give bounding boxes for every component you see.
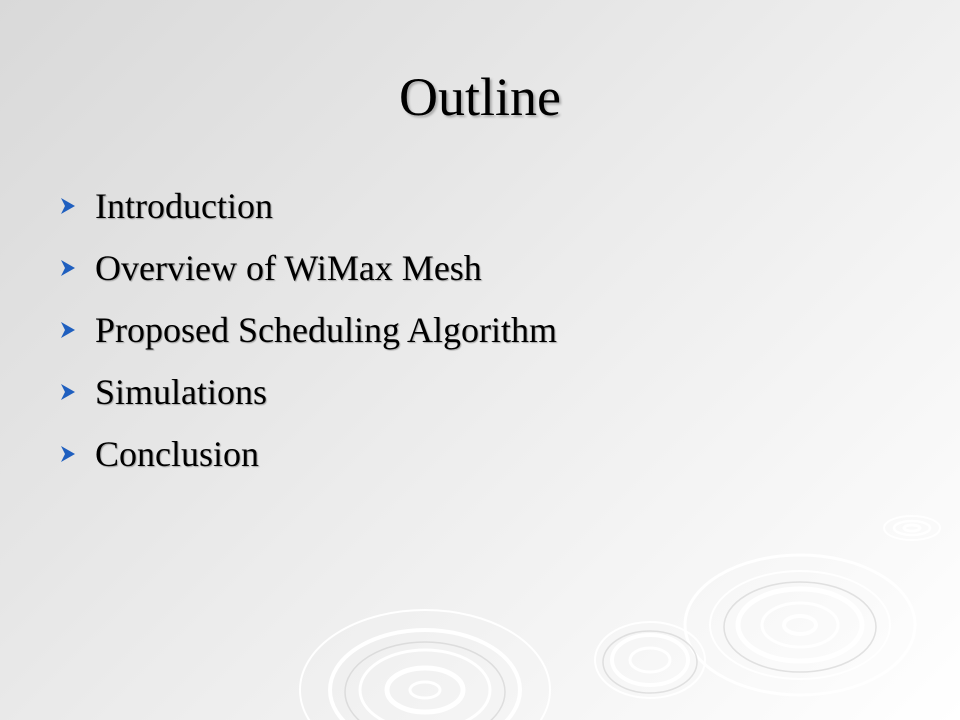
list-item [60, 299, 557, 361]
list-item-label: Introduction [95, 186, 273, 226]
list-item-label: Overview of WiMax Mesh [95, 248, 482, 288]
arrow-right-icon [60, 383, 76, 401]
arrow-right-icon [60, 259, 76, 277]
list-item-label: Simulations [95, 372, 268, 412]
outline-list [60, 175, 557, 485]
slide-title: Outline [399, 67, 561, 127]
arrow-right-icon [60, 197, 76, 215]
list-item [60, 423, 557, 485]
list-item [60, 361, 557, 423]
list-item [60, 175, 557, 237]
list-item [60, 237, 557, 299]
list-item-label: Proposed Scheduling Algorithm [95, 310, 557, 350]
arrow-right-icon [60, 321, 76, 339]
arrow-right-icon [60, 445, 76, 463]
list-item-label: Conclusion [95, 434, 260, 474]
